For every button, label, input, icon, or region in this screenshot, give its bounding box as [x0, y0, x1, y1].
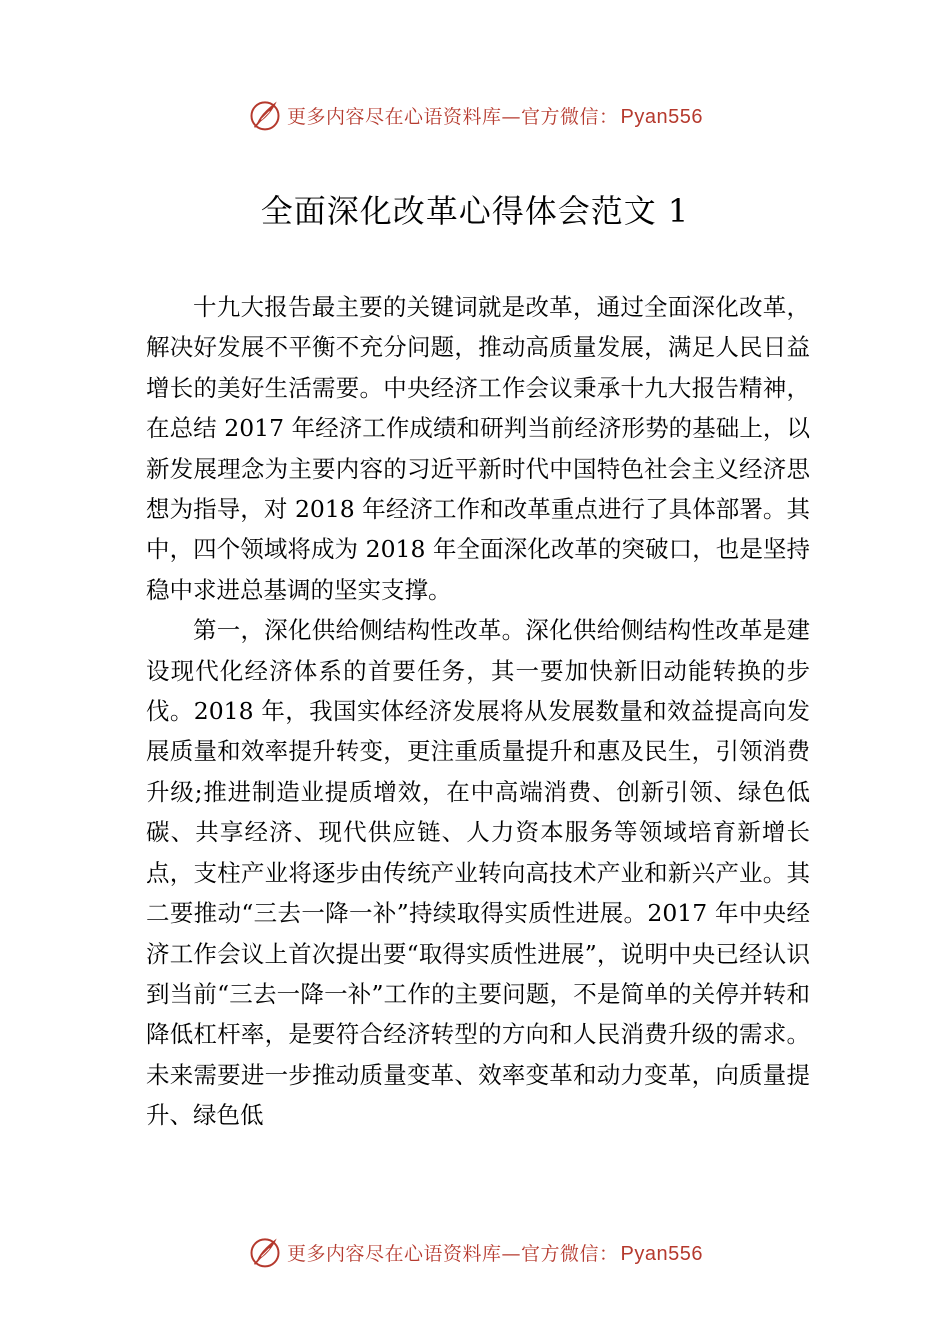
header-wechat-id: Pyan556 — [620, 105, 703, 128]
header-banner-label: 更多内容尽在心语资料库—官方微信： — [287, 105, 619, 128]
document-body — [146, 287, 810, 1136]
quill-pen-seal-icon — [247, 97, 283, 133]
header-banner-text — [287, 102, 703, 129]
document-title: 全面深化改革心得体会范文 1 — [260, 192, 690, 230]
footer-banner-text — [287, 1239, 703, 1266]
footer-banner[interactable] — [0, 1232, 950, 1272]
quill-pen-seal-icon — [247, 1234, 283, 1270]
header-banner[interactable] — [0, 95, 950, 135]
paragraph: 十九大报告最主要的关键词就是改革，通过全面深化改革，解决好发展不平衡不充分问题，推动高质量发展，满足人民日益增长的美好生活需要。中央经济工作会议秉承十九大报告精神，在总结 2017 年经济工作成绩和研判当前经济形势的基础上，以新发展理念为主要内容的习近平新时代中国特色社会主义经济思想为指导，对 2018 年经济工作和改革重点进行了具体部署。其中，四个领域将成为 2018 年全面深化改革的突破口，也是坚持稳中求进总基调的坚实支撑。 — [146, 293, 810, 604]
footer-wechat-id: Pyan556 — [620, 1242, 703, 1265]
paragraph: 第一，深化供给侧结构性改革。深化供给侧结构性改革是建设现代化经济体系的首要任务，其一要加快新旧动能转换的步伐。2018 年，我国实体经济发展将从发展数量和效益提高向发展质量和效率提升转变，更注重质量提升和惠及民生，引领消费升级;推进制造业提质增效，在中高端消费、创新引领、绿色低碳、共享经济、现代供应链、人力资本服务等领域培育新增长点，支柱产业将逐步由传统产业转向高技术产业和新兴产业。其二要推动“三去一降一补”持续取得实质性进展。2017 年中央经济工作会议上首次提出要“取得实质性进展”，说明中央已经认识到当前“三去一降一补”工作的主要问题，不是简单的关停并转和降低杠杆率，是要符合经济转型的方向和人民消费升级的需求。未来需要进一步推动质量变革、效率变革和动力变革，向质量提升、绿色低 — [146, 616, 810, 1130]
footer-banner-label: 更多内容尽在心语资料库—官方微信： — [287, 1242, 619, 1265]
